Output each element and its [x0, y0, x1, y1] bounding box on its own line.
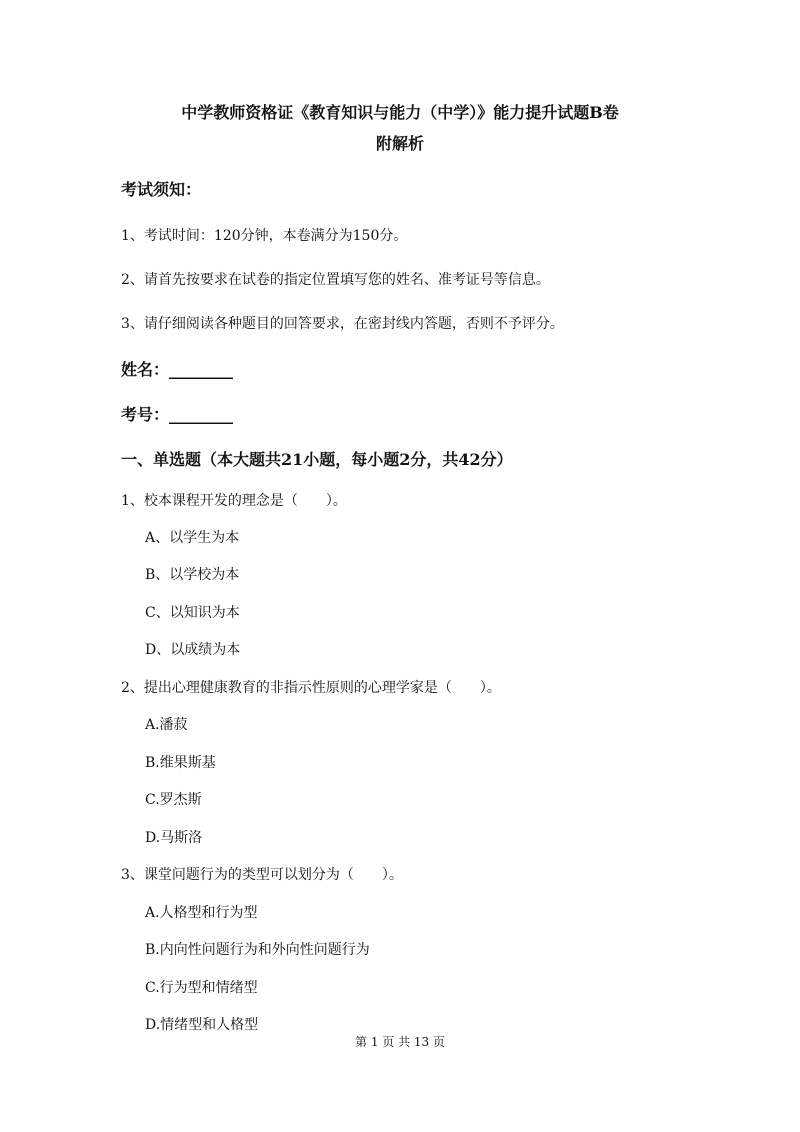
notice-item-1: 1、考试时间：120分钟，本卷满分为150分。 — [121, 228, 408, 244]
question-3-option-b[interactable]: B.内向性问题行为和外向性问题行为 — [145, 942, 370, 958]
notice-item-3: 3、请仔细阅读各种题目的回答要求，在密封线内答题，否则不予评分。 — [121, 316, 564, 332]
question-2-option-a[interactable]: A.潘菽 — [145, 717, 188, 733]
question-1-stem: 1、校本课程开发的理念是（ ）。 — [121, 493, 347, 509]
page-footer: 第 1 页 共 13 页 — [355, 1035, 445, 1049]
question-1-option-d[interactable]: D、以成绩为本 — [145, 642, 241, 658]
question-2-stem: 2、提出心理健康教育的非指示性原则的心理学家是（ ）。 — [121, 680, 501, 696]
question-2-option-c[interactable]: C.罗杰斯 — [145, 792, 202, 808]
exam-number-field[interactable]: 考号：________ — [121, 405, 234, 424]
question-1-option-b[interactable]: B、以学校为本 — [145, 567, 240, 583]
notice-heading: 考试须知： — [121, 180, 202, 199]
question-3-option-c[interactable]: C.行为型和情绪型 — [145, 980, 258, 996]
section-heading-single-choice: 一、单选题（本大题共21小题，每小题2分，共42分） — [121, 450, 513, 469]
question-3-option-d[interactable]: D.情绪型和人格型 — [145, 1017, 259, 1033]
name-field[interactable]: 姓名：________ — [121, 360, 234, 379]
notice-item-2: 2、请首先按要求在试卷的指定位置填写您的姓名、准考证号等信息。 — [121, 272, 550, 288]
document-title-line-2: 附解析 — [375, 134, 424, 153]
question-2-option-b[interactable]: B.维果斯基 — [145, 755, 216, 771]
question-1-option-c[interactable]: C、以知识为本 — [145, 605, 240, 621]
question-1-option-a[interactable]: A、以学生为本 — [145, 530, 240, 546]
document-title-line-1: 中学教师资格证《教育知识与能力（中学）》能力提升试题B卷 — [181, 103, 619, 122]
question-2-option-d[interactable]: D.马斯洛 — [145, 830, 203, 846]
question-3-option-a[interactable]: A.人格型和行为型 — [145, 905, 258, 921]
question-3-stem: 3、课堂问题行为的类型可以划分为（ ）。 — [121, 867, 403, 883]
